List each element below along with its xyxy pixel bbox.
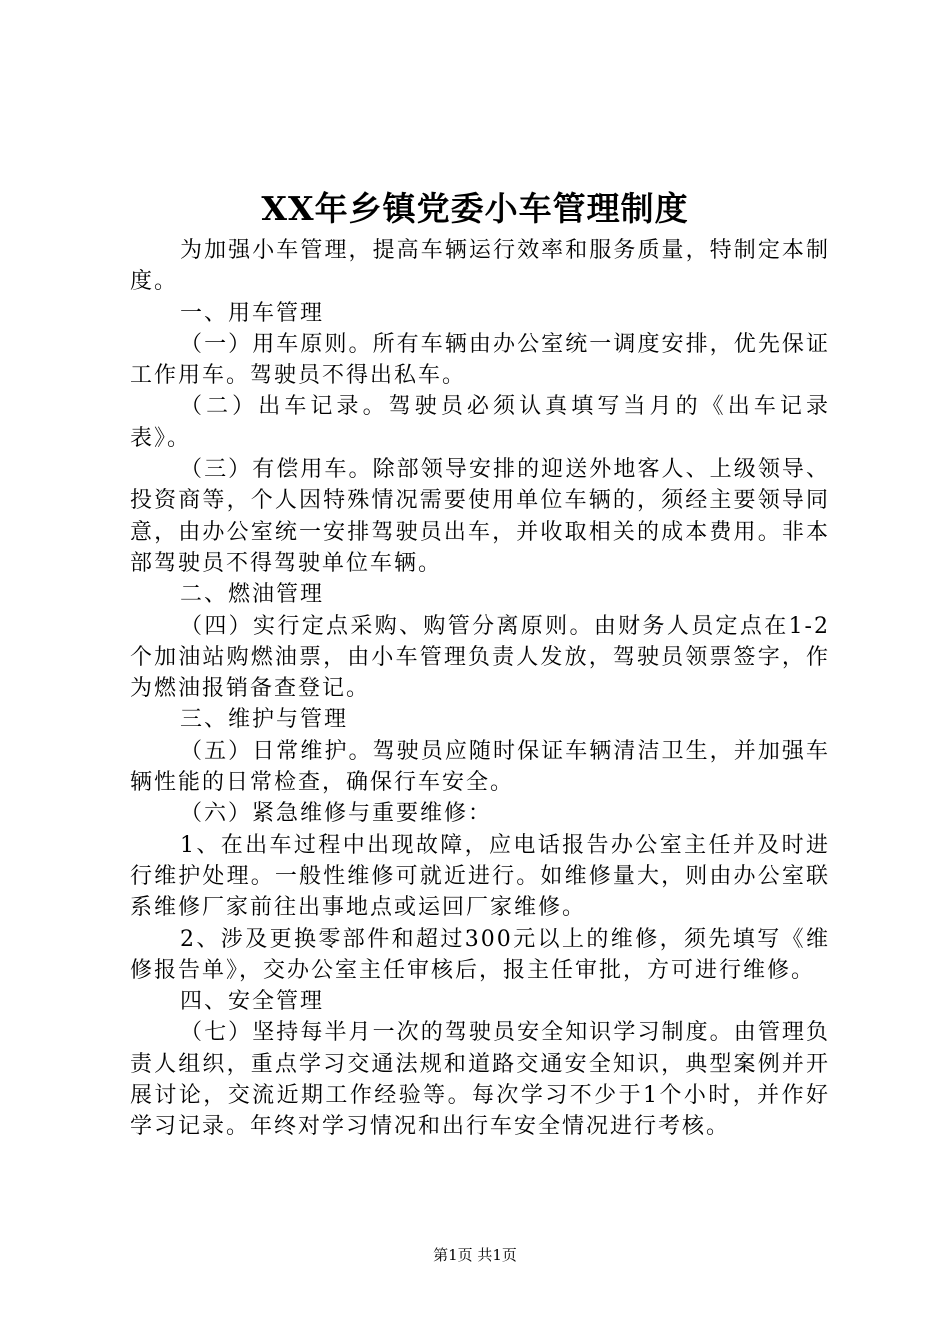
clause-7-paragraph: （七）坚持每半月一次的驾驶员安全知识学习制度。由管理负责人组织，重点学习交通法规和道路交通安全知识，典型案例并开展讨论，交流近期工作经验等。每次学习不少于1个小时，并作好学习记录。年终对学习情况和出行车安全情况进行考核。: [130, 1020, 830, 1140]
clause-4-paragraph: （四）实行定点采购、购管分离原则。由财务人员定点在1-2个加油站购燃油票，由小车管理负责人发放，驾驶员领票签字，作为燃油报销备查登记。: [130, 613, 830, 702]
section-heading-vehicle-use: 一、用车管理: [180, 300, 325, 326]
section-heading-maintenance: 三、维护与管理: [180, 707, 349, 733]
document-body: [130, 235, 830, 1143]
clause-3-paragraph: （三）有偿用车。除部领导安排的迎送外地客人、上级领导、投资商等，个人因特殊情况需要使用单位车辆的，须经主要领导同意，由办公室统一安排驾驶员出车，并收取相关的成本费用。非本部驾驶员不得驾驶单位车辆。: [130, 457, 830, 576]
clause-5-paragraph: （五）日常维护。驾驶员应随时保证车辆清洁卫生，并加强车辆性能的日常检查，确保行车安全。: [130, 738, 830, 796]
clause-6-item-2-paragraph: 2、涉及更换零部件和超过300元以上的维修，须先填写《维修报告单》，交办公室主任审核后，报主任审批，方可进行维修。: [130, 926, 830, 983]
clause-1-paragraph: （一）用车原则。所有车辆由办公室统一调度安排，优先保证工作用车。驾驶员不得出私车。: [130, 331, 830, 389]
intro-paragraph: 为加强小车管理，提高车辆运行效率和服务质量，特制定本制度。: [130, 238, 830, 295]
clause-2-paragraph: （二）出车记录。驾驶员必须认真填写当月的《出车记录表》。: [130, 394, 830, 451]
page-footer: 第1页 共1页: [433, 1246, 517, 1264]
document-title: XX年乡镇党委小车管理制度: [261, 189, 689, 228]
clause-6-paragraph: （六）紧急维修与重要维修：: [180, 801, 493, 827]
section-heading-safety: 四、安全管理: [180, 989, 325, 1015]
clause-6-item-1-paragraph: 1、在出车过程中出现故障，应电话报告办公室主任并及时进行维护处理。一般性维修可就近进行。如维修量大，则由办公室联系维修厂家前往出事地点或运回厂家维修。: [130, 832, 830, 921]
section-heading-fuel: 二、燃油管理: [180, 582, 325, 608]
